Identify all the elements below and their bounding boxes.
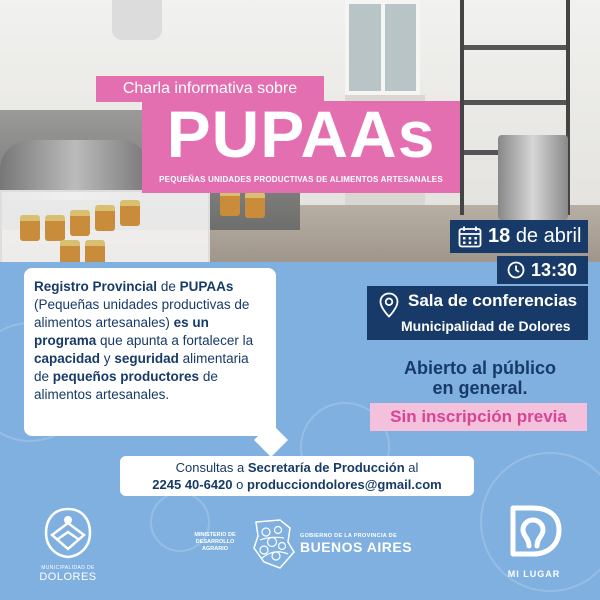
mi-lugar-label: MI LUGAR xyxy=(507,569,561,579)
contact-office: Secretaría de Producción xyxy=(247,460,405,475)
contact-phone[interactable]: 2245 40-6420 xyxy=(152,477,233,492)
bubble-text: Registro Provincial xyxy=(34,279,158,294)
municipio-big-label: DOLORES xyxy=(39,571,97,583)
mi-lugar-mark-icon xyxy=(503,502,565,560)
venue-name: Sala de conferencias xyxy=(408,291,578,310)
contact-or: o xyxy=(236,477,244,492)
date-badge xyxy=(450,220,588,253)
contact-box xyxy=(120,456,474,496)
contact-email[interactable]: producciondolores@gmail.com xyxy=(247,477,442,492)
bubble-text: (Pequeñas unidades productivas de alimentos artesanales) xyxy=(34,297,250,330)
open-to-public xyxy=(380,358,580,398)
date-day: 18 xyxy=(488,225,511,247)
location-pin-icon xyxy=(379,292,399,318)
bubble-text: capacidad xyxy=(34,351,101,366)
contact-suffix: al xyxy=(408,460,419,475)
bubble-text: que apunta a fortalecer la xyxy=(100,333,254,348)
ministerio-label: MINISTERIO DE DESARROLLO AGRARIO xyxy=(194,532,236,552)
bubble-text: de xyxy=(160,279,176,294)
location-badge xyxy=(367,286,588,340)
ba-small-label: GOBIERNO DE LA PROVINCIA DE xyxy=(300,533,397,539)
municipio-small-label: MUNICIPALIDAD DE xyxy=(41,565,95,571)
venue-place: Municipalidad de Dolores xyxy=(401,318,571,334)
page-subtitle: PEQUEÑAS UNIDADES PRODUCTIVAS DE ALIMENTOS ARTESANALES xyxy=(159,175,443,184)
ba-big-label: BUENOS AIRES xyxy=(300,539,413,555)
date-month: de abril xyxy=(515,225,582,247)
open-line-1: Abierto al público xyxy=(403,358,556,378)
municipalidad-dolores-logo xyxy=(28,505,108,585)
bubble-text: PUPAAs xyxy=(179,279,234,294)
municipal-shield-icon xyxy=(38,505,98,560)
mi-lugar-logo xyxy=(496,502,572,579)
bubble-text: alimentaria de xyxy=(34,351,249,384)
calendar-icon xyxy=(458,226,482,248)
bubble-text: pequeños productores xyxy=(52,369,200,384)
bubble-text: es un programa xyxy=(34,315,209,348)
contact-prefix: Consultas a xyxy=(175,460,245,475)
buenos-aires-logo xyxy=(300,533,412,555)
no-registration-badge: Sin inscripción previa xyxy=(370,403,587,431)
time-badge xyxy=(497,256,588,284)
event-time: 13:30 xyxy=(531,259,578,280)
buenos-aires-province-icon xyxy=(250,518,295,570)
page-title: PUPAAs xyxy=(166,97,436,171)
kicker-label: Charla informativa sobre xyxy=(96,76,324,102)
open-line-2: en general. xyxy=(432,378,528,398)
bubble-text: de alimentos artesanales. xyxy=(34,369,218,402)
bubble-text: seguridad xyxy=(114,351,179,366)
clock-icon xyxy=(507,261,525,279)
description-bubble xyxy=(24,268,276,436)
bubble-text: y xyxy=(103,351,111,366)
